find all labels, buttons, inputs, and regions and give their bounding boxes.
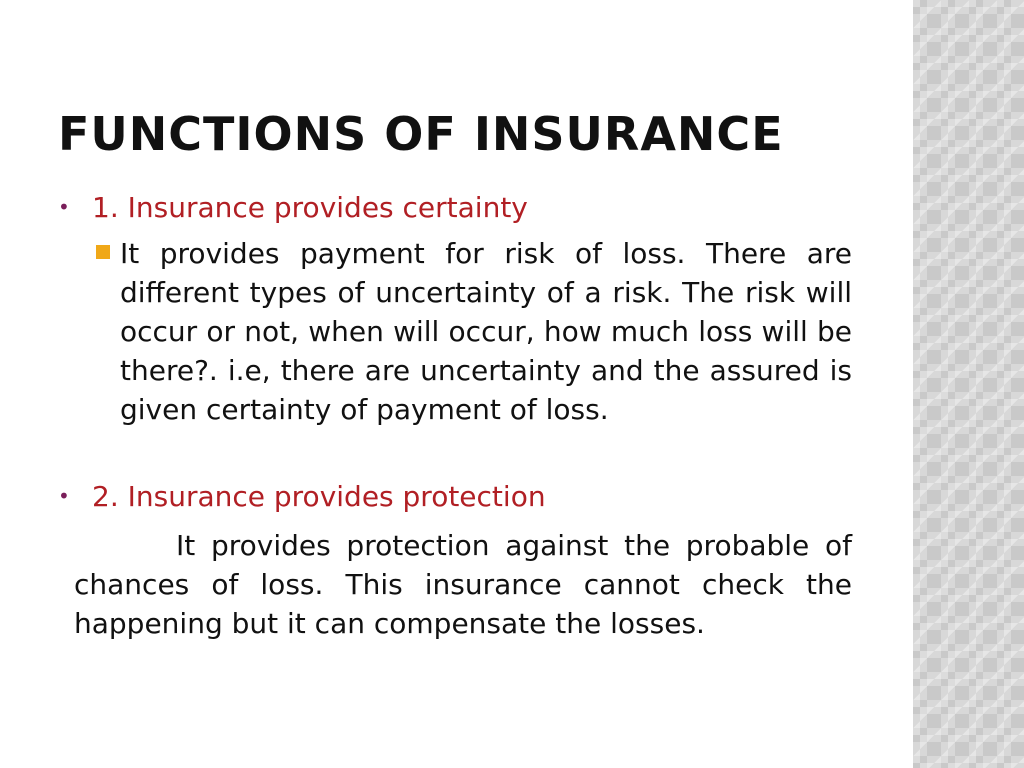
sub-bullet-item-1 [96,234,852,429]
square-bullet-icon [96,245,110,259]
slide-title: FUNCTIONS OF INSURANCE [58,107,784,161]
sub-bullet-text-1: It provides payment for risk of loss. There are different types of uncertainty of a risk. The risk will occur or not, when will occur, how much loss will be there?. i.e, there are uncertainty and the assured is given certainty of payment of loss. [120,237,852,426]
bullet-item-2 [58,477,546,516]
dot-bullet-icon: • [58,484,70,508]
bullet-item-1 [58,188,528,227]
body-paragraph-2: It provides protection against the probable of chances of loss. This insurance cannot check the happening but it can compensate the losses. [74,529,852,640]
bullet-heading-1: 1. Insurance provides certainty [92,191,528,224]
dot-bullet-icon: • [58,195,70,219]
bullet-heading-2: 2. Insurance provides protection [92,480,546,513]
decorative-side-pattern [913,0,1024,768]
